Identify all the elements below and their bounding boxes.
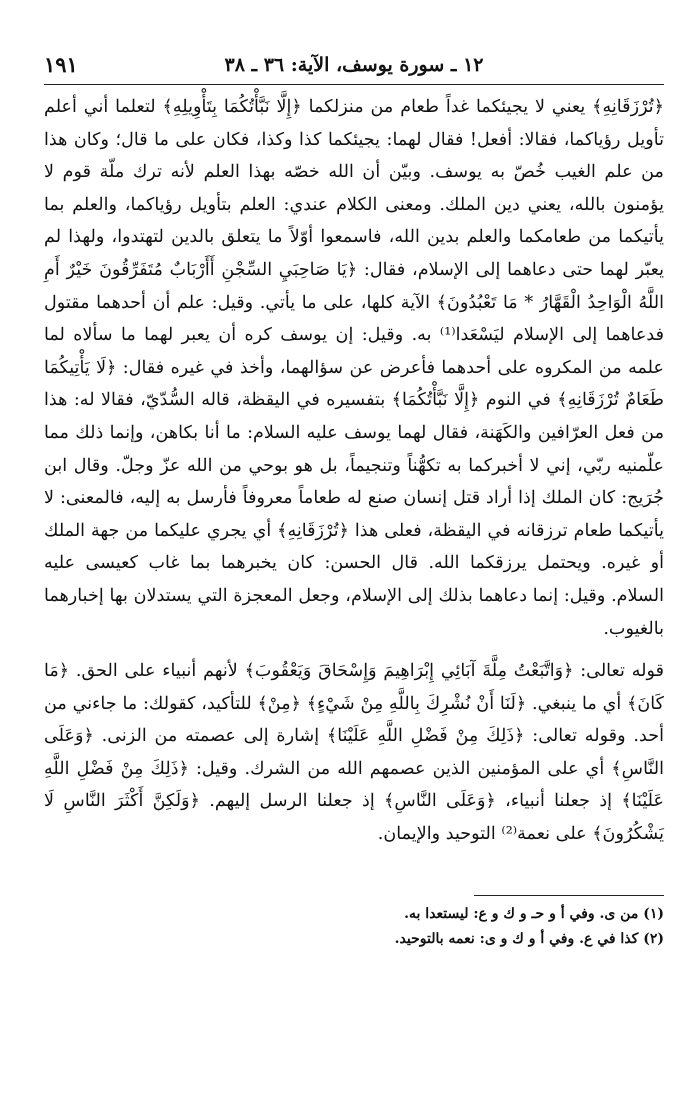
footnote-divider	[474, 895, 664, 896]
book-page	[44, 50, 664, 952]
footnote-1: (١) من ى. وفي أ و حـ و ك و ع: ليستعدا به.	[404, 905, 664, 922]
running-title: ١٢ ـ سورة يوسف، الآية: ٣٦ ـ ٣٨	[224, 54, 484, 76]
page-header	[44, 50, 664, 85]
paragraph-commentary: ﴿تُرْزَقَانِهِ﴾ يعني لا يجيئكما غداً طعام من منزلكما ﴿إِلَّا نَبَّأْتُكُمَا بِتَأْوِيلِهِ﴾ لتعلما أني أعلم تأويل رؤياكما، فقالا: أفعل! فقال لهما: يجيئكما كذا وكذا، فكان على ما قال؛ وكان هذا من علم الغيب خُصّ به يوسف. وبيّن أن الله خصّه بهذا العلم لأنه ترك ملّة قوم لا يؤمنون بالله، يعني دين الملك. ومعنى الكلام عندي: العلم بتأويل رؤياكما، والعلم بما يأتيكما من طعامكما والعلم بدين الله، فاسمعوا أوّلاً ما يتعلق بالدين لتهتدوا، ولهذا لم يعبّر لهما حتى دعاهما إلى الإسلام، فقال: ﴿يَا صَاحِبَيِ السِّجْنِ أَأَرْبَابٌ مُتَفَرِّقُونَ خَيْرٌ أَمِ اللَّهُ الْوَاحِدُ الْقَهَّارُ * مَا تَعْبُدُونَ﴾ الآية كلها، على ما يأتي. وقيل: علم أن أحدهما مقتول فدعاهما إلى الإسلام ليَسْعَدا⁽¹⁾ به. وقيل: إن يوسف كره أن يعبر لهما ما سألاه لما علمه من المكروه على أحدهما فأعرض عن سؤالهما، وأخذ في غيره فقال: ﴿لَا يَأْتِيكُمَا طَعَامٌ تُرْزَقَانِهِ﴾ في النوم ﴿إِلَّا نَبَّأْتُكُمَا﴾ بتفسيره في اليقظة، قاله السُّدّيّ، فقالا له: هذا من فعل العرّافين والكَهَنة، فقال لهما يوسف عليه السلام: ما أنا بكاهن، وإنما ذلك مما علّمنيه ربّي، إني لا أخبركما به تكهُّناً وتنجيماً، بل هو بوحي من الله عزّ وجلّ. وقال ابن جُرَيج: كان الملك إذا أراد قتل إنسان صنع له طعاماً معروفاً فأرسل به إليه، فالمعنى: لا يأتيكما طعام ترزقانه في اليقظة، فعلى هذا ﴿تُرْزَقَانِهِ﴾ أي يجري عليكما من جهة الملك أو غيره. ويحتمل يرزقكما الله. قال الحسن: كان يخبرهما بما غاب كعيسى عليه السلام. وقيل: إنما دعاهما بذلك إلى الإسلام، وجعل المعجزة التي يستدلان بها إخبارهما بالغيوب.	[44, 97, 664, 639]
footnotes	[44, 902, 664, 952]
footnote-2: (٢) كذا في ع. وفي أ و ك و ى: نعمه بالتوحيد.	[394, 930, 664, 947]
main-text	[44, 91, 664, 851]
paragraph-verse-38: قوله تعالى: ﴿وَاتَّبَعْتُ مِلَّةَ آبَائِي إِبْرَاهِيمَ وَإِسْحَاقَ وَيَعْقُوبَ﴾ لأنهم أنبياء على الحق. ﴿مَا كَانَ﴾ أي ما ينبغي. ﴿لَنَا أَنْ نُشْرِكَ بِاللَّهِ مِنْ شَيْءٍ﴾ ﴿مِنْ﴾ للتأكيد، كقولك: ما جاءني من أحد. وقوله تعالى: ﴿ذَلِكَ مِنْ فَضْلِ اللَّهِ عَلَيْنَا﴾ إشارة إلى عصمته من الزنى. ﴿وَعَلَى النَّاسِ﴾ أي على المؤمنين الذين عصمهم الله من الشرك. وقيل: ﴿ذَلِكَ مِنْ فَضْلِ اللَّهِ عَلَيْنَا﴾ إذ جعلنا أنبياء، ﴿وَعَلَى النَّاسِ﴾ إذ جعلنا الرسل إليهم. ﴿وَلَكِنَّ أَكْثَرَ النَّاسِ لَا يَشْكُرُونَ﴾ على نعمة⁽²⁾ التوحيد والإيمان.	[44, 661, 664, 845]
page-number: ١٩١	[44, 52, 78, 77]
